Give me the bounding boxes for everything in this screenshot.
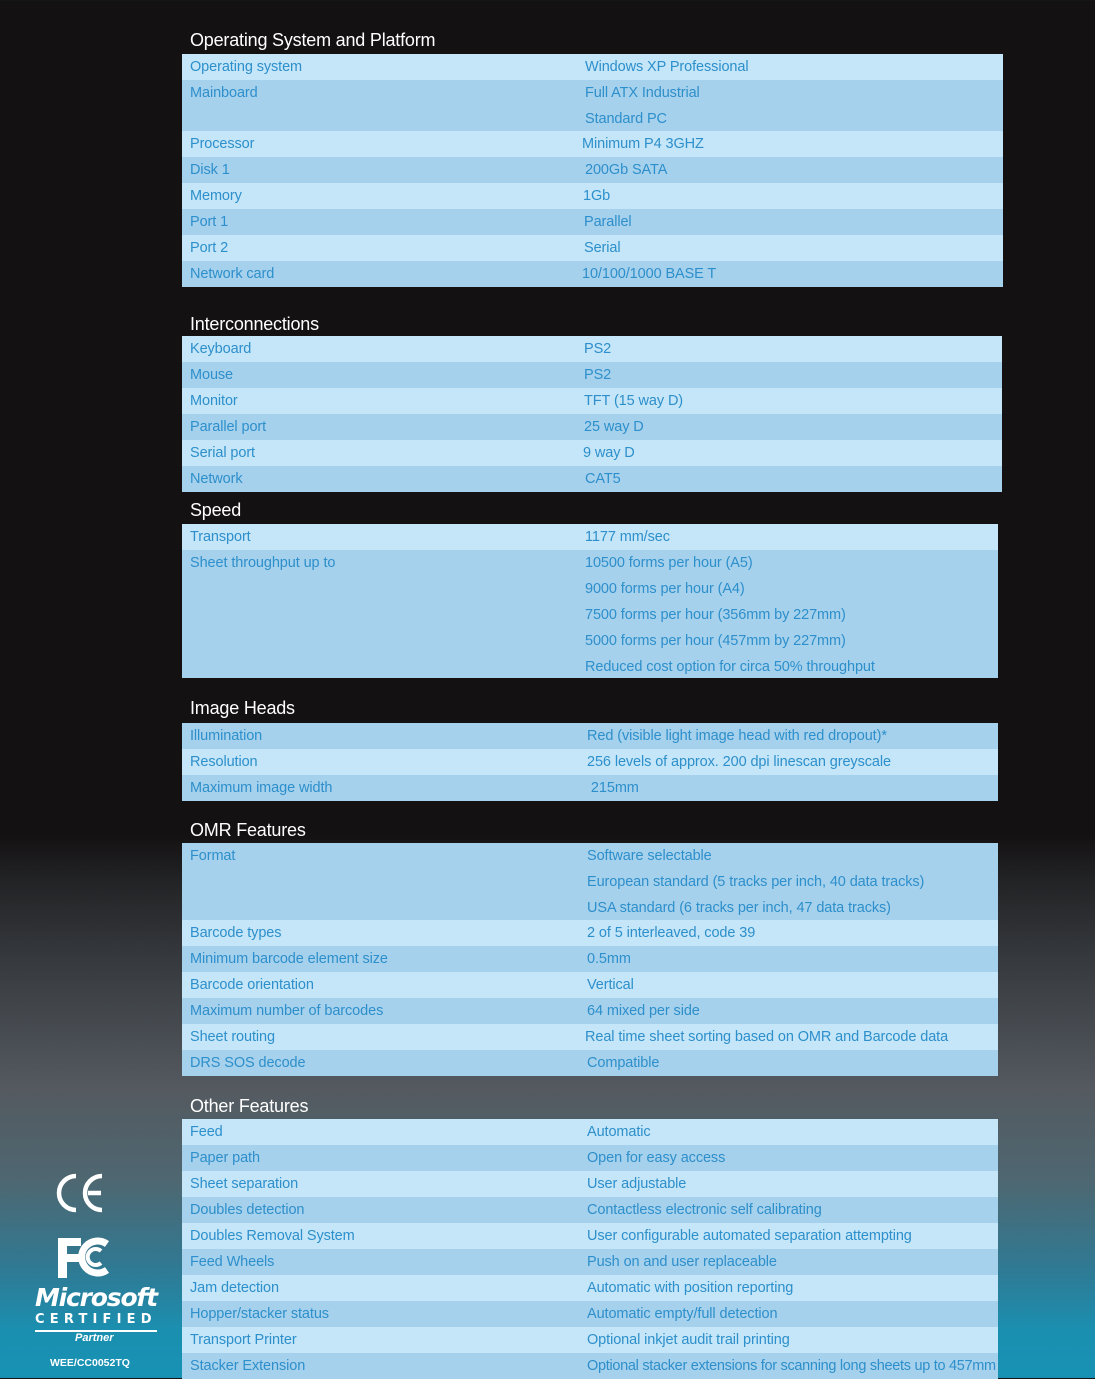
spec-key: Network card [190,266,275,282]
table-row [182,1353,998,1379]
microsoft-logo-text: Microsoft [35,1283,157,1312]
spec-value: CAT5 [585,471,621,487]
spec-key: Operating system [190,59,303,75]
table-row [182,1145,998,1171]
spec-table-image-heads [182,723,998,801]
spec-value: Automatic empty/full detection [587,1306,778,1322]
spec-key: Paper path [190,1150,260,1166]
spec-key: Port 2 [190,240,229,256]
section-title-other-features: Other Features [190,1096,309,1116]
spec-key: Sheet routing [190,1029,275,1045]
spec-key: Transport [190,529,251,545]
table-row [182,550,998,678]
ce-mark-icon [52,1170,112,1216]
table-row [182,1327,998,1353]
spec-key: Processor [190,136,255,152]
table-row [182,1119,998,1145]
spec-key: Parallel port [190,419,267,435]
section-title-operating-system: Operating System and Platform [190,30,436,50]
table-row [182,131,1003,157]
spec-value: User adjustable [587,1176,687,1192]
table-row [182,466,1002,492]
table-row [182,972,998,998]
spec-key: Format [190,848,236,864]
spec-value: PS2 [584,341,612,357]
spec-value: Automatic [587,1124,651,1140]
table-row [182,1301,998,1327]
spec-key: Port 1 [190,214,229,230]
spec-key: Disk 1 [190,162,230,178]
table-row [182,209,1003,235]
partner-label: Partner [75,1332,114,1344]
spec-value: Push on and user replaceable [587,1254,777,1270]
table-row [182,183,1003,209]
section-title-speed: Speed [190,500,242,520]
spec-key: Feed Wheels [190,1254,275,1270]
spec-key: Feed [190,1124,223,1140]
table-row [182,946,998,972]
spec-key: Keyboard [190,341,252,357]
spec-key: Barcode types [190,925,282,941]
table-row [182,54,1003,80]
section-title-interconnections: Interconnections [190,314,319,334]
spec-value: 1177 mm/sec [585,529,670,545]
spec-key: Stacker Extension [190,1358,306,1374]
spec-value: Full ATX Industrial Standard PC [585,85,700,127]
spec-value: 10500 forms per hour (A5) 9000 forms per hour (A4) 7500 forms per hour (356mm by 227mm) 5000 forms per hour (457mm by 227mm) Reduced cost option for circa 50% throughput [585,555,875,675]
spec-value: TFT (15 way D) [584,393,684,409]
fcc-mark-icon [55,1234,115,1280]
table-row [182,440,1002,466]
spec-value: 10/100/1000 BASE T [582,266,717,282]
spec-value: Open for easy access [587,1150,726,1166]
spec-key: Jam detection [190,1280,279,1296]
table-row [182,1223,998,1249]
spec-table-operating-system [182,54,1003,287]
table-row [182,1024,998,1050]
spec-key: Transport Printer [190,1332,297,1348]
table-row [182,261,1003,287]
spec-value: PS2 [584,367,612,383]
spec-value: User configurable automated separation attempting [587,1228,912,1244]
spec-value: 64 mixed per side [587,1003,700,1019]
certified-label: CERTIFIED [35,1312,157,1327]
table-row [182,775,998,801]
spec-value: 200Gb SATA [585,162,668,178]
spec-key: Sheet throughput up to [190,555,336,571]
spec-key: Monitor [190,393,238,409]
spec-value: Vertical [587,977,634,993]
table-row [182,723,998,749]
spec-key: DRS SOS decode [190,1055,306,1071]
spec-key: Mainboard [190,85,258,101]
spec-key: Serial port [190,445,255,461]
spec-value: Windows XP Professional [585,59,749,75]
spec-value: 25 way D [584,419,644,435]
spec-value: Serial [584,240,621,256]
table-row [182,1171,998,1197]
spec-value: Compatible [587,1055,660,1071]
spec-value: Minimum P4 3GHZ [582,136,704,152]
spec-value: Optional stacker extensions for scanning long sheets up to 457mm [587,1358,996,1374]
table-row [182,920,998,946]
spec-key: Barcode orientation [190,977,314,993]
table-row [182,80,1003,131]
spec-key: Sheet separation [190,1176,299,1192]
spec-value: Optional inkjet audit trail printing [587,1332,790,1348]
section-title-image-heads: Image Heads [190,698,295,718]
table-row [182,1197,998,1223]
spec-table-other-features [182,1119,998,1379]
spec-key: Memory [190,188,242,204]
table-row [182,336,1002,362]
table-row [182,388,1002,414]
spec-value: Red (visible light image head with red dropout)* [587,728,887,744]
spec-key: Minimum barcode element size [190,951,388,967]
spec-table-omr-features [182,843,998,1076]
spec-value: 9 way D [583,445,635,461]
spec-value: Real time sheet sorting based on OMR and Barcode data [585,1029,949,1045]
spec-value: Software selectable European standard (5 tracks per inch, 40 data tracks) USA standard (6 tracks per inch, 47 data tracks) [587,848,925,916]
spec-value: Parallel [584,214,632,230]
spec-table-speed [182,524,998,678]
spec-key: Illumination [190,728,263,744]
spec-key: Network [190,471,243,487]
table-row [182,1275,998,1301]
spec-key: Resolution [190,754,258,770]
table-row [182,1249,998,1275]
partner-code: WEE/CC0052TQ [50,1357,130,1369]
table-row [182,749,998,775]
spec-value: Automatic with position reporting [587,1280,794,1296]
spec-key: Hopper/stacker status [190,1306,329,1322]
table-row [182,1050,998,1076]
spec-value: 256 levels of approx. 200 dpi linescan greyscale [587,754,891,770]
spec-value: 2 of 5 interleaved, code 39 [587,925,756,941]
section-title-omr-features: OMR Features [190,820,306,840]
table-row [182,843,998,920]
spec-value: 1Gb [583,188,611,204]
spec-key: Doubles Removal System [190,1228,355,1244]
table-row [182,524,998,550]
table-row [182,414,1002,440]
spec-table-interconnections [182,336,1002,492]
table-row [182,362,1002,388]
spec-key: Doubles detection [190,1202,305,1218]
spec-key: Mouse [190,367,234,383]
table-row [182,235,1003,261]
spec-value: 215mm [587,780,639,796]
spec-value: 0.5mm [587,951,631,967]
spec-key: Maximum number of barcodes [190,1003,384,1019]
table-row [182,157,1003,183]
table-row [182,998,998,1024]
spec-key: Maximum image width [190,780,333,796]
spec-value: Contactless electronic self calibrating [587,1202,822,1218]
